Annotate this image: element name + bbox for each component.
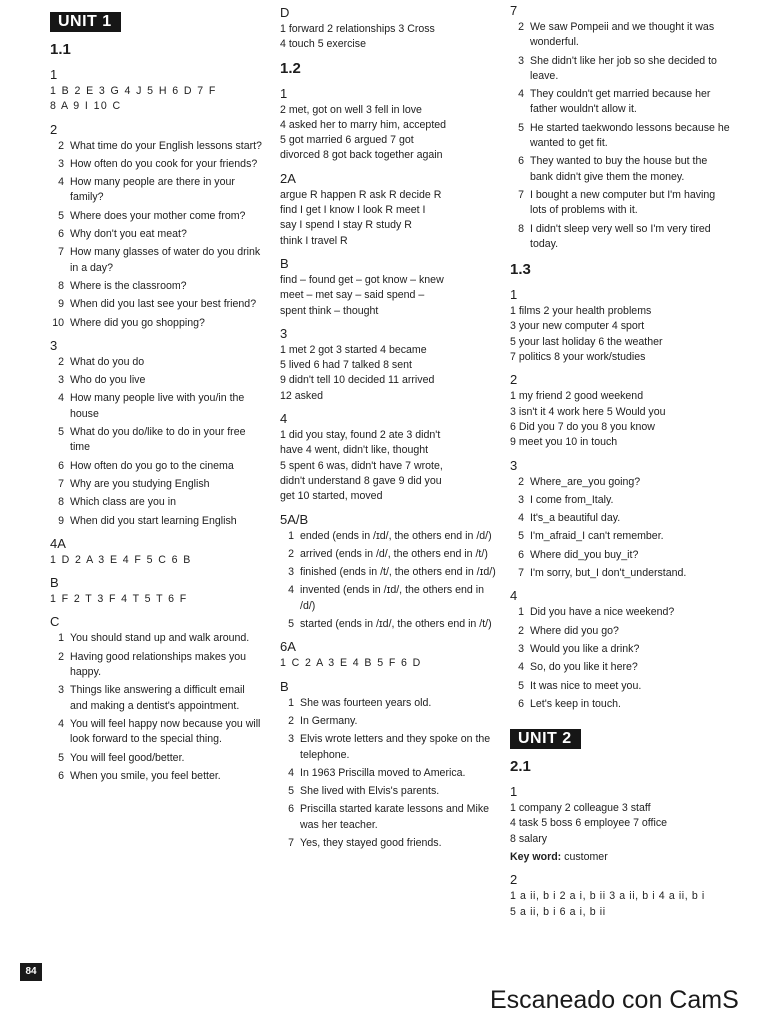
item-number: 2 xyxy=(288,714,294,727)
answer-item xyxy=(50,683,265,714)
item-number: 7 xyxy=(518,567,524,580)
exercise-heading: B xyxy=(280,678,289,694)
exercise-heading: 1 xyxy=(510,784,518,800)
item-text: Why are you studying English xyxy=(70,477,210,490)
answer-line: 2 met, got on well 3 fell in love xyxy=(280,103,422,116)
item-text: He started taekwondo lessons because he wanted to get fit. xyxy=(530,121,730,150)
exercise-heading: 4 xyxy=(280,411,288,427)
item-text: They couldn't get married because her father wouldn't allow it. xyxy=(530,88,711,116)
exercise-heading: 5A/B xyxy=(280,511,309,527)
item-number: 5 xyxy=(518,530,524,543)
answer-item xyxy=(50,297,265,312)
answer-item xyxy=(510,624,732,639)
answer-line: 1 films 2 your health problems xyxy=(510,305,652,318)
item-text: Yes, they stayed good friends. xyxy=(300,836,442,849)
answer-item xyxy=(280,529,498,544)
answer-line: 1 did you stay, found 2 ate 3 didn't xyxy=(280,429,441,442)
item-number: 6 xyxy=(58,228,64,241)
item-text: Things like answering a difficult email and making a dentist's appointment. xyxy=(70,684,245,712)
exercise-heading: 2A xyxy=(280,170,296,186)
exercise-heading: 1 xyxy=(50,67,58,82)
exercise-heading: C xyxy=(50,614,60,630)
item-text: It's_a beautiful day. xyxy=(530,512,621,525)
answer-line: 9 didn't tell 10 decided 11 arrived xyxy=(280,374,435,387)
item-text: How often do you cook for your friends? xyxy=(70,157,258,170)
answer-line: 4 asked her to marry him, accepted xyxy=(280,118,447,131)
answer-line: divorced 8 got back together again xyxy=(280,149,443,162)
answer-item xyxy=(50,245,265,276)
item-number: 8 xyxy=(58,496,64,509)
item-number: 4 xyxy=(518,512,524,525)
section-1-1-heading: 1.1 xyxy=(50,41,71,58)
item-text: started (ends in /ɪd/, the others end in /t/) xyxy=(300,618,492,631)
answer-item xyxy=(50,650,265,681)
item-number: 4 xyxy=(288,584,294,597)
item-number: 2 xyxy=(518,475,524,488)
answer-item xyxy=(50,717,265,748)
item-text: When did you last see your best friend? xyxy=(70,298,257,311)
answer-item xyxy=(280,802,498,833)
item-number: 3 xyxy=(58,684,64,697)
unit-1-badge: UNIT 1 xyxy=(50,12,121,32)
answer-line: 5 got married 6 argued 7 got xyxy=(280,134,414,147)
answer-list xyxy=(280,696,498,852)
answer-line: think I travel R xyxy=(280,234,348,247)
item-text: finished (ends in /t/, the others end in /ɪd/) xyxy=(300,566,496,579)
column-1 xyxy=(50,12,265,787)
item-number: 7 xyxy=(288,836,294,849)
exercise-heading: 2 xyxy=(50,121,58,137)
item-number: 4 xyxy=(58,717,64,730)
answer-line: 1 F 2 T 3 F 4 T 5 T 6 F xyxy=(50,593,188,606)
item-text: What do you do/like to do in your free time xyxy=(70,426,246,454)
item-text: Who do you live xyxy=(70,374,146,387)
answer-item xyxy=(280,714,498,729)
answer-item xyxy=(50,495,265,510)
answer-item xyxy=(510,529,732,544)
item-number: 6 xyxy=(518,697,524,710)
exercise-heading: 2 xyxy=(510,372,518,388)
answer-item xyxy=(50,279,265,294)
item-text: So, do you like it here? xyxy=(530,661,638,674)
answer-list xyxy=(50,139,265,331)
exercise-heading: B xyxy=(50,575,59,591)
answer-item xyxy=(50,316,265,331)
item-number: 1 xyxy=(58,632,64,645)
item-text: You will feel happy now because you will look forward to the special thing. xyxy=(70,717,261,746)
item-number: 5 xyxy=(58,426,64,439)
answer-item xyxy=(510,493,732,508)
item-text: I'm sorry, but_I don't_understand. xyxy=(530,567,687,580)
exercise-heading: 3 xyxy=(280,325,288,341)
answer-item xyxy=(510,548,732,563)
answer-item xyxy=(50,157,265,172)
item-number: 1 xyxy=(518,606,524,619)
answer-line: get 10 started, moved xyxy=(280,490,383,503)
answer-item xyxy=(510,642,732,657)
answer-item xyxy=(510,679,732,694)
answer-line: 5 spent 6 was, didn't have 7 wrote, xyxy=(280,459,443,472)
item-number: 3 xyxy=(288,566,294,579)
item-number: 2 xyxy=(518,21,524,33)
answer-list xyxy=(50,631,265,784)
column-3 xyxy=(510,2,732,920)
answer-item xyxy=(510,475,732,490)
item-text: When you smile, you feel better. xyxy=(70,769,221,782)
answer-line: 8 A 9 I 10 C xyxy=(50,100,122,113)
item-number: 1 xyxy=(288,696,294,709)
answer-item xyxy=(50,751,265,766)
item-number: 5 xyxy=(518,121,524,134)
answer-item xyxy=(50,477,265,492)
exercise-heading: 3 xyxy=(50,337,58,353)
answer-item xyxy=(50,355,265,370)
item-number: 9 xyxy=(58,298,64,311)
item-text: invented (ends in /ɪd/, the others end in /d/) xyxy=(300,584,484,612)
answer-line: 9 meet you 10 in touch xyxy=(510,436,618,449)
item-text: Having good relationships makes you happy. xyxy=(70,650,247,679)
answer-line: 1 met 2 got 3 started 4 became xyxy=(280,343,427,356)
item-number: 3 xyxy=(58,374,64,387)
answer-line: have 4 went, didn't like, thought xyxy=(280,444,429,457)
answer-item xyxy=(280,784,498,799)
answer-item xyxy=(510,697,732,712)
item-text: Where did you go shopping? xyxy=(70,316,205,329)
item-number: 2 xyxy=(518,624,524,637)
exercise-heading: D xyxy=(280,5,290,20)
exercise-heading: 6A xyxy=(280,639,296,655)
answer-item xyxy=(510,566,732,581)
item-number: 4 xyxy=(518,661,524,674)
answer-line: 3 your new computer 4 sport xyxy=(510,320,645,333)
item-text: Priscilla started karate lessons and Mike was her teacher. xyxy=(300,803,490,831)
exercise-heading: 2 xyxy=(510,872,518,888)
item-number: 4 xyxy=(58,392,64,405)
item-text: We saw Pompeii and we thought it was wonderful. xyxy=(530,21,715,49)
item-text: In Germany. xyxy=(300,714,358,727)
item-number: 5 xyxy=(58,209,64,222)
item-text: You will feel good/better. xyxy=(70,751,185,764)
answer-line: spent think – thought xyxy=(280,304,379,317)
item-text: Let's keep in touch. xyxy=(530,697,621,710)
item-text: I didn't sleep very well so I'm very tired today. xyxy=(530,222,711,250)
answer-item xyxy=(50,209,265,224)
item-text: Where did you go? xyxy=(530,624,619,637)
item-text: How often do you go to the cinema xyxy=(70,459,234,472)
answer-line: 1 B 2 E 3 G 4 J 5 H 6 D 7 F xyxy=(50,85,217,97)
item-number: 6 xyxy=(58,769,64,782)
answer-item xyxy=(50,631,265,646)
answer-item xyxy=(510,154,732,185)
item-text: She lived with Elvis's parents. xyxy=(300,785,440,798)
answer-item xyxy=(510,222,732,253)
item-number: 2 xyxy=(288,547,294,560)
answer-item xyxy=(50,514,265,529)
answer-item xyxy=(510,605,732,620)
answer-line: 1 D 2 A 3 E 4 F 5 C 6 B xyxy=(50,553,192,566)
item-number: 5 xyxy=(58,751,64,764)
item-number: 3 xyxy=(518,493,524,506)
item-text: What do you do xyxy=(70,355,145,368)
item-text: Which class are you in xyxy=(70,496,176,509)
exercise-heading: 4A xyxy=(50,535,66,551)
item-text: In 1963 Priscilla moved to America. xyxy=(300,766,466,779)
answer-line: 1 my friend 2 good weekend xyxy=(510,390,644,403)
answer-item xyxy=(510,87,732,118)
exercise-heading: 7 xyxy=(510,3,518,18)
answer-line: meet – met say – said spend – xyxy=(280,289,425,302)
answer-item xyxy=(50,373,265,388)
item-text: Would you like a drink? xyxy=(530,642,640,655)
item-number: 7 xyxy=(518,188,524,201)
answer-line: find – found get – got know – knew xyxy=(280,273,444,286)
item-number: 3 xyxy=(518,642,524,655)
unit-2-badge: UNIT 2 xyxy=(510,729,581,749)
answer-line: 6 Did you 7 do you 8 you know xyxy=(510,420,655,433)
item-number: 1 xyxy=(288,529,294,542)
item-number: 3 xyxy=(288,733,294,746)
answer-item xyxy=(50,769,265,784)
item-number: 2 xyxy=(58,650,64,663)
answer-item xyxy=(50,391,265,422)
answer-item xyxy=(280,766,498,781)
section-1-3-heading: 1.3 xyxy=(510,261,531,279)
item-text: ended (ends in /ɪd/, the others end in /d/) xyxy=(300,529,492,542)
answer-list xyxy=(510,20,732,252)
answer-item xyxy=(50,227,265,242)
item-text: How many glasses of water do you drink in a day? xyxy=(70,246,261,274)
key-word-line xyxy=(510,850,732,865)
item-number: 4 xyxy=(58,176,64,189)
answer-item xyxy=(280,696,498,711)
item-text: Why don't you eat meat? xyxy=(70,228,187,241)
answer-list xyxy=(280,529,498,633)
answer-list xyxy=(510,605,732,712)
item-number: 3 xyxy=(518,54,524,67)
section-2-1-heading: 2.1 xyxy=(510,758,531,776)
answer-line: 12 asked xyxy=(280,389,323,402)
item-text: I'm_afraid_I can't remember. xyxy=(530,530,664,543)
item-text: Where_are_you going? xyxy=(530,475,641,488)
answer-item xyxy=(510,660,732,675)
answer-line: find I get I know I look R meet I xyxy=(280,204,426,217)
answer-line: 7 politics 8 your work/studies xyxy=(510,351,646,364)
answer-line: 1 C 2 A 3 E 4 B 5 F 6 D xyxy=(280,657,422,670)
spacer xyxy=(510,715,732,729)
answer-line: 5 a ii, b i 6 a i, b ii xyxy=(510,905,606,918)
key-word-label: Key word: xyxy=(510,850,562,863)
answer-line: didn't understand 8 gave 9 did you xyxy=(280,474,442,487)
answer-item xyxy=(50,139,265,154)
answer-item xyxy=(510,188,732,219)
item-text: Did you have a nice weekend? xyxy=(530,606,675,619)
answer-item xyxy=(50,425,265,456)
item-text: Where did_you buy_it? xyxy=(530,548,639,561)
item-text: What time do your English lessons start? xyxy=(70,139,262,152)
item-text: You should stand up and walk around. xyxy=(70,632,250,645)
item-text: I bought a new computer but I'm having lots of problems with it. xyxy=(530,188,716,217)
item-text: It was nice to meet you. xyxy=(530,679,642,692)
answer-item xyxy=(510,511,732,526)
answer-line: 3 isn't it 4 work here 5 Would you xyxy=(510,405,666,418)
key-word-value: customer xyxy=(561,850,608,863)
item-number: 5 xyxy=(288,618,294,631)
answer-line: 5 your last holiday 6 the weather xyxy=(510,335,663,348)
answer-line: 1 forward 2 relationships 3 Cross xyxy=(280,23,435,35)
item-number: 5 xyxy=(518,679,524,692)
answer-list xyxy=(510,475,732,582)
item-number: 4 xyxy=(288,766,294,779)
item-number: 8 xyxy=(518,222,524,235)
column-2 xyxy=(280,2,498,854)
answer-line: 1 company 2 colleague 3 staff xyxy=(510,802,651,815)
item-text: She didn't like her job so she decided to leave. xyxy=(530,54,717,82)
answer-line: 8 salary xyxy=(510,832,548,845)
item-number: 6 xyxy=(288,803,294,816)
answer-line: 4 task 5 boss 6 employee 7 office xyxy=(510,817,668,830)
item-text: She was fourteen years old. xyxy=(300,696,432,709)
section-1-2-heading: 1.2 xyxy=(280,59,301,77)
item-text: They wanted to buy the house but the bank didn't give them the money. xyxy=(530,155,708,183)
exercise-heading: 4 xyxy=(510,588,518,604)
item-number: 6 xyxy=(518,548,524,561)
item-number: 9 xyxy=(58,514,64,527)
answer-item xyxy=(280,732,498,763)
item-number: 3 xyxy=(58,157,64,170)
answer-line: argue R happen R ask R decide R xyxy=(280,188,442,201)
item-number: 4 xyxy=(518,88,524,101)
answer-item xyxy=(280,617,498,632)
exercise-heading: 1 xyxy=(280,85,288,101)
item-number: 7 xyxy=(58,246,64,259)
answer-item xyxy=(510,54,732,85)
item-text: Where is the classroom? xyxy=(70,279,187,292)
item-number: 7 xyxy=(58,477,64,490)
answer-list xyxy=(50,355,265,529)
scanner-watermark: Escaneado con CamS xyxy=(490,986,739,1014)
answer-item xyxy=(280,565,498,580)
answer-item xyxy=(50,459,265,474)
item-text: Where does your mother come from? xyxy=(70,209,246,222)
item-number: 2 xyxy=(58,139,64,152)
answer-item xyxy=(510,121,732,152)
item-number: 6 xyxy=(518,155,524,168)
item-number: 10 xyxy=(52,316,64,329)
exercise-heading: 1 xyxy=(510,287,518,303)
exercise-heading: 3 xyxy=(510,457,518,473)
item-text: Elvis wrote letters and they spoke on the telephone. xyxy=(300,733,491,761)
item-text: How many people live with you/in the house xyxy=(70,392,245,420)
page-number: 84 xyxy=(20,963,42,981)
item-number: 8 xyxy=(58,279,64,292)
answer-line: say I spend I stay R study R xyxy=(280,219,412,232)
item-text: How many people are there in your family? xyxy=(70,176,235,204)
item-number: 6 xyxy=(58,459,64,472)
answer-line: 5 lived 6 had 7 talked 8 sent xyxy=(280,359,412,372)
answer-item xyxy=(280,583,498,614)
answer-line: 4 touch 5 exercise xyxy=(280,38,366,51)
answer-line: 1 a ii, b i 2 a i, b ii 3 a ii, b i 4 a ii, b i xyxy=(510,890,705,903)
item-text: I come from_Italy. xyxy=(530,493,614,506)
answer-item xyxy=(280,836,498,851)
answer-item xyxy=(280,547,498,562)
exercise-heading: B xyxy=(280,255,289,271)
answer-item xyxy=(510,20,732,51)
item-text: arrived (ends in /d/, the others end in /t/) xyxy=(300,547,488,560)
item-number: 2 xyxy=(58,355,64,368)
item-number: 5 xyxy=(288,785,294,798)
item-text: When did you start learning English xyxy=(70,514,237,527)
answer-item xyxy=(50,175,265,206)
